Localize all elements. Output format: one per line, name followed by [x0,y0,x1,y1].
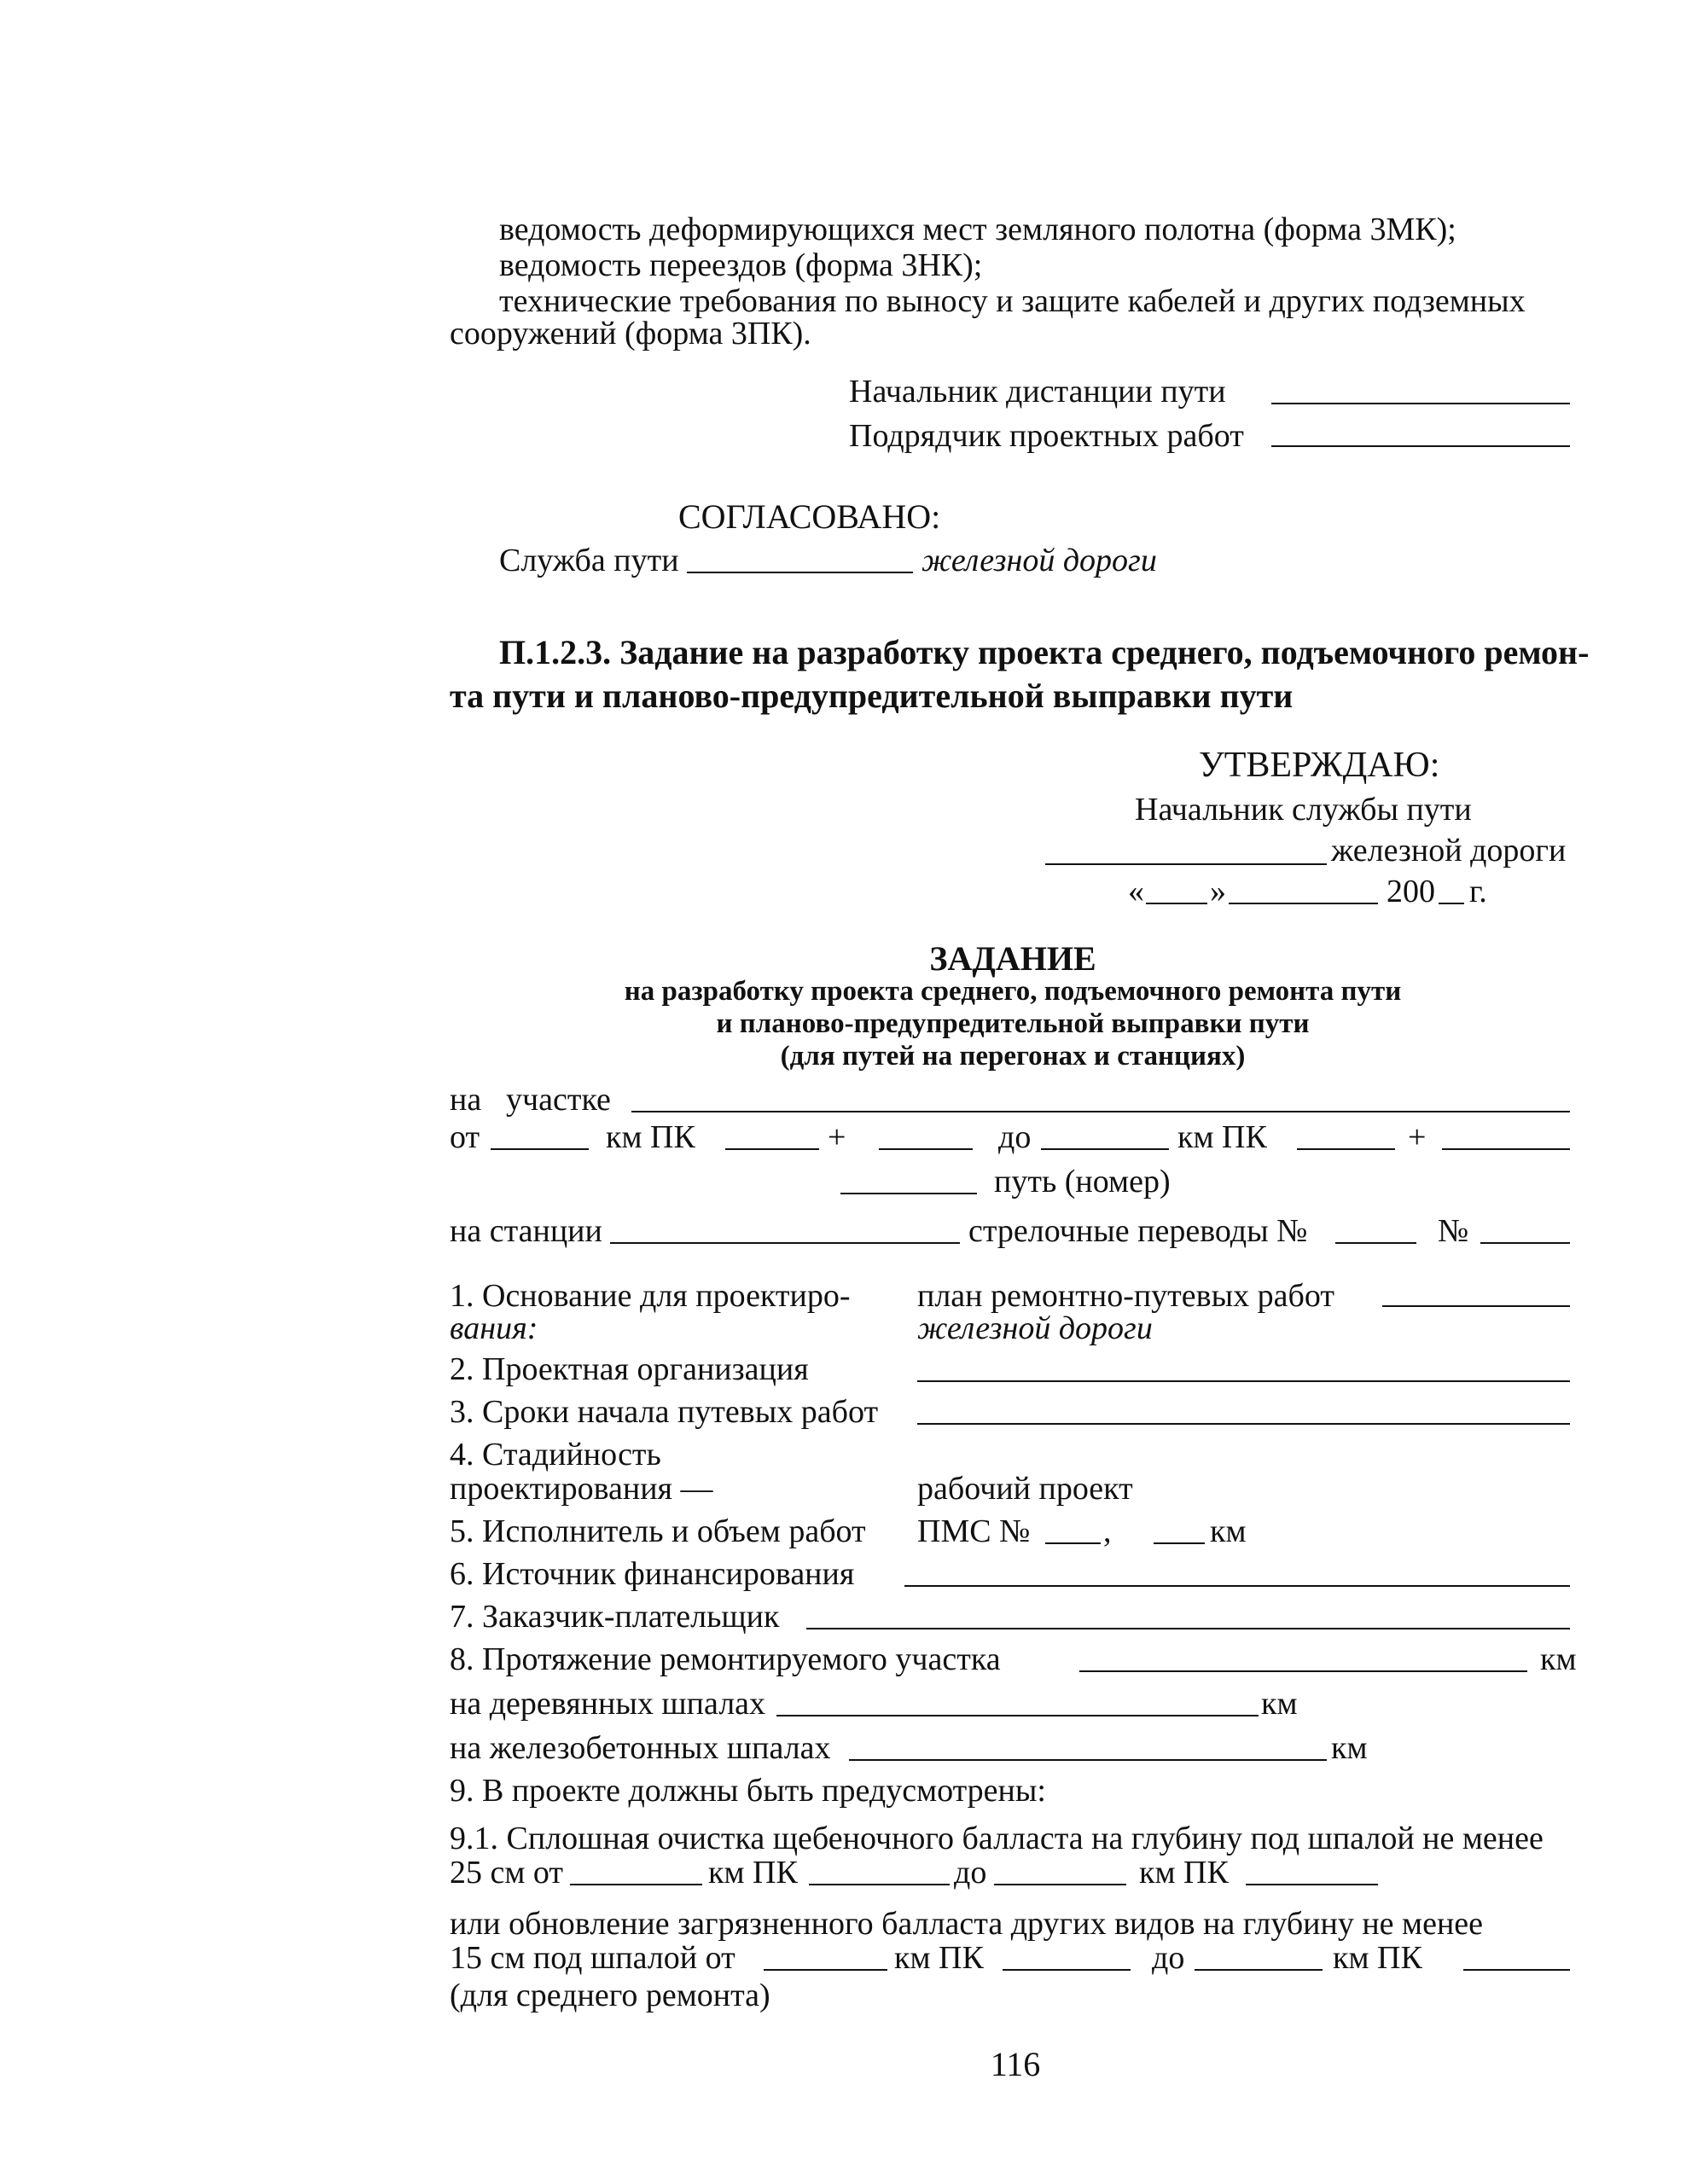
location-km-pk-1: км ПК [606,1119,695,1155]
renew-km-pk-1: км ПК [894,1940,984,1976]
renew-do: до [1152,1940,1185,1976]
location-plus-2: + [1408,1119,1427,1155]
chief-signature-line[interactable] [1271,403,1570,404]
location-station: на станции [450,1213,602,1249]
agreed-railway-label: железной дороги [921,543,1157,578]
item-1-line-1: 1. Основание для проектиро- [450,1278,851,1314]
station-line[interactable] [610,1242,960,1244]
chief-label: Начальник дистанции пути [849,374,1226,410]
item-5-km-line[interactable] [1154,1542,1205,1544]
wood-sleepers-km: км [1261,1686,1298,1722]
track-number-line[interactable] [840,1193,977,1194]
concrete-sleepers-line[interactable] [849,1759,1327,1761]
item-8-label: 8. Протяжение ремонтируемого участка [450,1641,1001,1677]
item-2-line[interactable] [917,1380,1570,1382]
item-9-1-do: до [954,1855,987,1891]
item-9-1-km-pk-1: км ПК [708,1855,798,1891]
renew-from-pk-line[interactable] [1003,1969,1131,1971]
wood-sleepers-line[interactable] [776,1715,1259,1716]
item-9-1-from-pk-line[interactable] [809,1884,950,1885]
wood-sleepers-label: на деревянных шпалах [450,1686,766,1722]
location-uchastke: участке [506,1082,611,1118]
renew-from-km-line[interactable] [764,1969,887,1971]
location-ot: от [450,1119,480,1155]
task-subtitle-1: на разработку проекта среднего, подъемочного ремонта пути [624,976,1402,1007]
page-number: 116 [990,2045,1041,2083]
agreed-service-label: Служба пути [499,543,679,578]
item-1-value-1: план ремонтно-путевых работ [917,1278,1334,1314]
approve-title: УТВЕРЖДАЮ: [1199,746,1440,785]
item-7-label: 7. Заказчик-плательщик [450,1599,780,1635]
item-5-km: км [1210,1513,1247,1549]
item-6-line[interactable] [904,1585,1570,1587]
item-3-line[interactable] [917,1423,1570,1425]
switch-no-2-line[interactable] [1480,1242,1570,1244]
location-plus-1: + [828,1119,846,1155]
approve-quote-open: « [1128,874,1144,909]
approve-position: Начальник службы пути [1135,792,1472,828]
concrete-sleepers-label: на железобетонных шпалах [450,1730,831,1766]
from-km-line[interactable] [491,1148,589,1150]
repair-note: (для среднего ремонта) [450,1978,770,2013]
task-subtitle-2: и планово-предупредительной выправки пути [716,1008,1310,1039]
contractor-signature-line[interactable] [1271,445,1570,447]
renew-line-1: или обновление загрязненного балласта других видов на глубину не менее [450,1906,1484,1942]
item-1-railway-line[interactable] [1382,1305,1570,1307]
section-line[interactable] [631,1111,1570,1112]
item-7-line[interactable] [806,1628,1570,1629]
location-put: путь (номер) [994,1164,1171,1199]
item-5-pms-line[interactable] [1045,1542,1101,1544]
renew-to-km-line[interactable] [1195,1969,1323,1971]
item-1-value-2: железной дороги [917,1310,1153,1346]
approve-day-line[interactable] [1146,903,1207,904]
location-no: № [1438,1213,1469,1249]
item-9-1-to-km-line[interactable] [994,1884,1126,1885]
from-plus-line[interactable] [879,1148,973,1150]
approve-railway-label: железной дороги [1331,833,1567,868]
approve-quote-close: » [1210,874,1226,909]
to-km-line[interactable] [1041,1148,1169,1150]
approve-year-suffix: г. [1469,874,1487,909]
switch-no-1-line[interactable] [1335,1242,1416,1244]
item-9-label: 9. В проекте должны быть предусмотрены: [450,1773,1046,1809]
to-pk-line[interactable] [1297,1148,1395,1150]
location-do: до [998,1119,1032,1155]
item-4-value: рабочий проект [917,1471,1133,1507]
intro-line-3: технические требования по выносу и защите кабелей и других подземных [499,283,1526,319]
location-switches: стрелочные переводы № [968,1213,1308,1249]
from-pk-line[interactable] [725,1148,819,1150]
approve-year: 200 [1387,874,1435,909]
location-km-pk-2: км ПК [1177,1119,1267,1155]
section-heading-line-1: П.1.2.3. Задание на разработку проекта среднего, подъемочного ремон- [499,633,1590,671]
item-5-label: 5. Исполнитель и объем работ [450,1513,866,1549]
agreed-title: СОГЛАСОВАНО: [678,497,941,536]
location-na: на [450,1082,482,1118]
item-2-label: 2. Проектная организация [450,1351,809,1387]
item-8-line[interactable] [1079,1670,1527,1672]
approve-year-line[interactable] [1439,903,1464,904]
item-9-1-line-1: 9.1. Сплошная очистка щебеночного балласта на глубину под шпалой не менее [450,1821,1544,1856]
intro-line-1: ведомость деформирующихся мест земляного полотна (форма 3МК); [499,212,1456,247]
item-9-1-from: 25 см от [450,1855,564,1891]
task-subtitle-3: (для путей на перегонах и станциях) [780,1041,1246,1072]
item-4-line-2: проектирования — [450,1471,713,1507]
agreed-service-line[interactable] [687,572,913,573]
item-9-1-to-pk-line[interactable] [1246,1884,1378,1885]
renew-km-pk-2: км ПК [1333,1940,1422,1976]
renew-to-pk-line[interactable] [1463,1969,1570,1971]
intro-line-2: ведомость переездов (форма 3НК); [499,247,983,283]
approve-month-line[interactable] [1229,903,1378,904]
item-5-comma: , [1103,1513,1112,1549]
approve-railway-line[interactable] [1045,863,1327,865]
item-4-line-1: 4. Стадийность [450,1437,661,1472]
item-5-pms: ПМС № [917,1513,1031,1549]
intro-line-4: сооружений (форма 3ПК). [450,316,811,351]
item-9-1-km-pk-2: км ПК [1139,1855,1229,1891]
item-8-km: км [1540,1641,1577,1677]
section-heading-line-2: та пути и планово-предупредительной выправки пути [450,677,1294,715]
item-1-line-2: вания: [450,1310,538,1346]
renew-from: 15 см под шпалой от [450,1940,735,1976]
item-3-label: 3. Сроки начала путевых работ [450,1394,879,1430]
item-6-label: 6. Источник финансирования [450,1556,855,1592]
to-plus-line[interactable] [1442,1148,1570,1150]
contractor-label: Подрядчик проектных работ [849,418,1244,454]
item-9-1-from-km-line[interactable] [570,1884,702,1885]
task-title: ЗАДАНИЕ [929,939,1096,978]
concrete-sleepers-km: км [1331,1730,1368,1766]
